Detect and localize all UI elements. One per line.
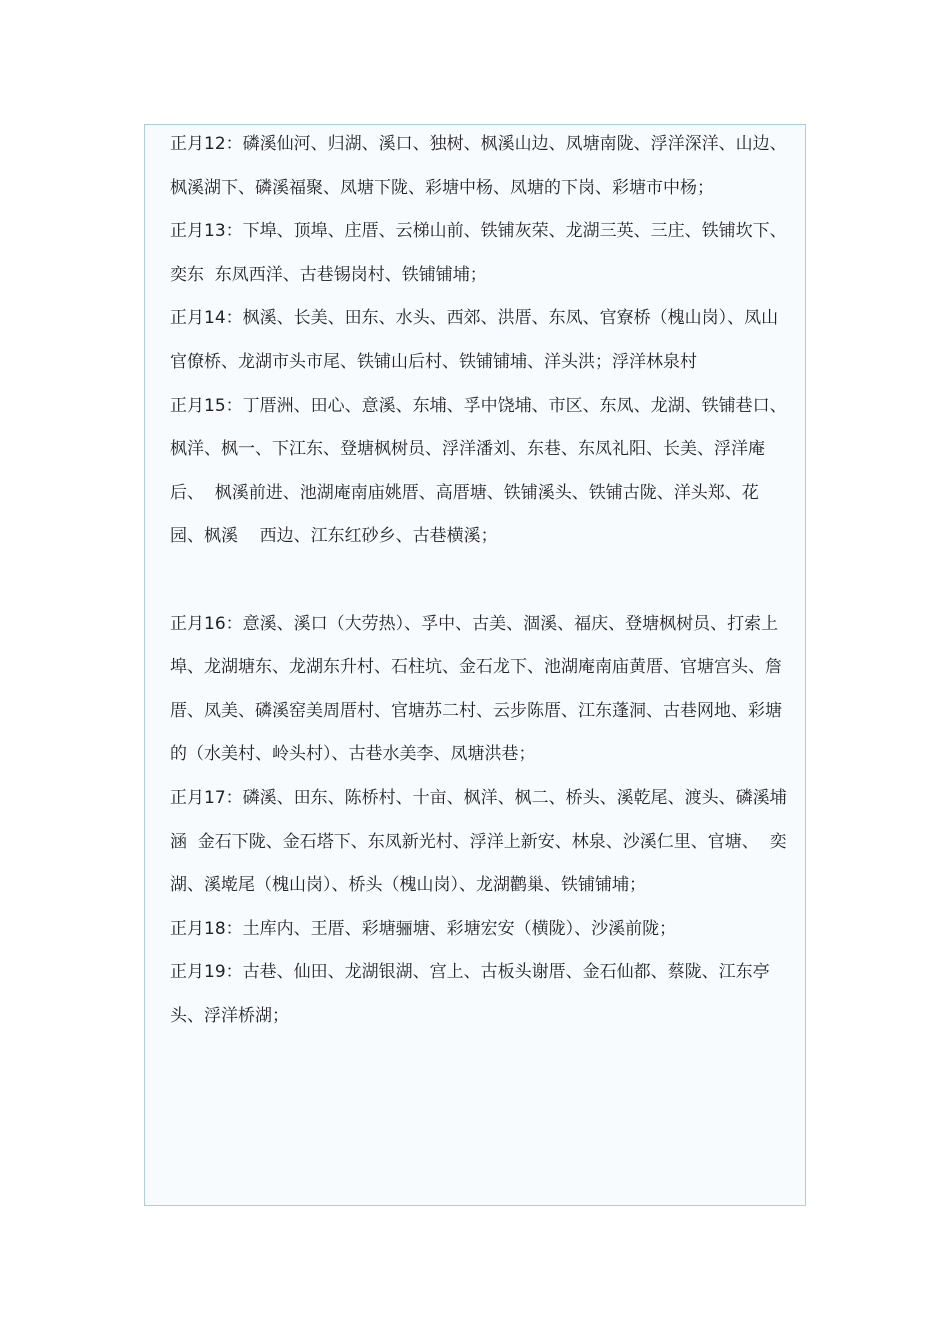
entry-text: 磷溪、田东、陈桥村、十亩、枫洋、枫二、桥头、溪乾尾、渡头、磷溪埔涵 金石下陇、金石塔下、东凤新光村、浮洋上新安、林泉、沙溪仁里、官塘、 奕湖、溪墘尾（槐山岗）、桥头（槐山岗）、龙湖鹳巢、铁铺铺埔； — [170, 787, 787, 896]
entry-text: 丁厝洲、田心、意溪、东埔、孚中饶埔、市区、东凤、龙湖、铁铺巷口、枫洋、枫一、下江东、登塘枫树员、浮洋潘刘、东巷、东凤礼阳、长美、浮洋庵后、 枫溪前进、池湖庵南庙姚厝、高厝塘、铁铺溪头、铁铺古陇、洋头郑、花园、枫溪 西边、江东红砂乡、古巷横溪； — [170, 395, 787, 547]
entry-text: 枫溪、长美、田东、水头、西郊、洪厝、东凤、官寮桥（槐山岗）、凤山官僚桥、龙湖市头市尾、铁铺山后村、铁铺铺埔、洋头洪；浮洋林泉村 — [170, 308, 779, 372]
entry-day-14 — [170, 297, 790, 384]
entry-text: 意溪、溪口（大劳热）、孚中、古美、涸溪、福庆、登塘枫树员、打索上埠、龙湖塘东、龙湖东升村、石柱坑、金石龙下、池湖庵南庙黄厝、官塘宫头、詹厝、凤美、磷溪窑美周厝村、官塘苏二村、云步陈厝、江东蓬洞、古巷网地、彩塘的（水美村、岭头村）、古巷水美李、凤塘洪巷； — [170, 613, 782, 765]
entry-day-label: 正月15： — [170, 395, 243, 416]
entry-day-label: 正月17： — [170, 787, 243, 808]
entry-day-12 — [170, 123, 798, 210]
entry-text: 磷溪仙河、归湖、溪口、独树、枫溪山边、凤塘南陇、浮洋深洋、山边、 枫溪湖下、磷溪福聚、凤塘下陇、彩塘中杨、凤塘的下岗、彩塘市中杨； — [170, 134, 798, 198]
entry-day-label: 正月12： — [170, 134, 243, 154]
text-frame — [144, 124, 806, 1206]
entry-day-17 — [170, 777, 790, 908]
entry-day-15 — [170, 385, 790, 559]
entry-day-label: 正月19： — [170, 962, 243, 983]
entry-day-label: 正月13： — [170, 221, 243, 242]
entry-day-label: 正月18： — [170, 918, 243, 939]
entry-day-16 — [170, 603, 790, 777]
entry-text: 下埠、顶埠、庄厝、云梯山前、铁铺灰荣、龙湖三英、三庄、铁铺坎下、奕东 东凤西洋、古巷锡岗村、铁铺铺埔； — [170, 221, 787, 285]
entry-day-18 — [170, 908, 790, 952]
entry-day-label: 正月16： — [170, 613, 243, 634]
entry-day-13 — [170, 210, 790, 297]
schedule-list — [170, 123, 798, 1038]
entry-day-label: 正月14： — [170, 308, 243, 329]
entry-text: 土库内、王厝、彩塘骊塘、彩塘宏安（横陇）、沙溪前陇； — [242, 918, 677, 939]
blank-line — [170, 559, 790, 603]
entry-text: 古巷、仙田、龙湖银湖、宫上、古板头谢厝、金石仙都、蔡陇、江东亭头、浮洋桥湖； — [170, 962, 770, 1026]
entry-day-19 — [170, 951, 790, 1038]
